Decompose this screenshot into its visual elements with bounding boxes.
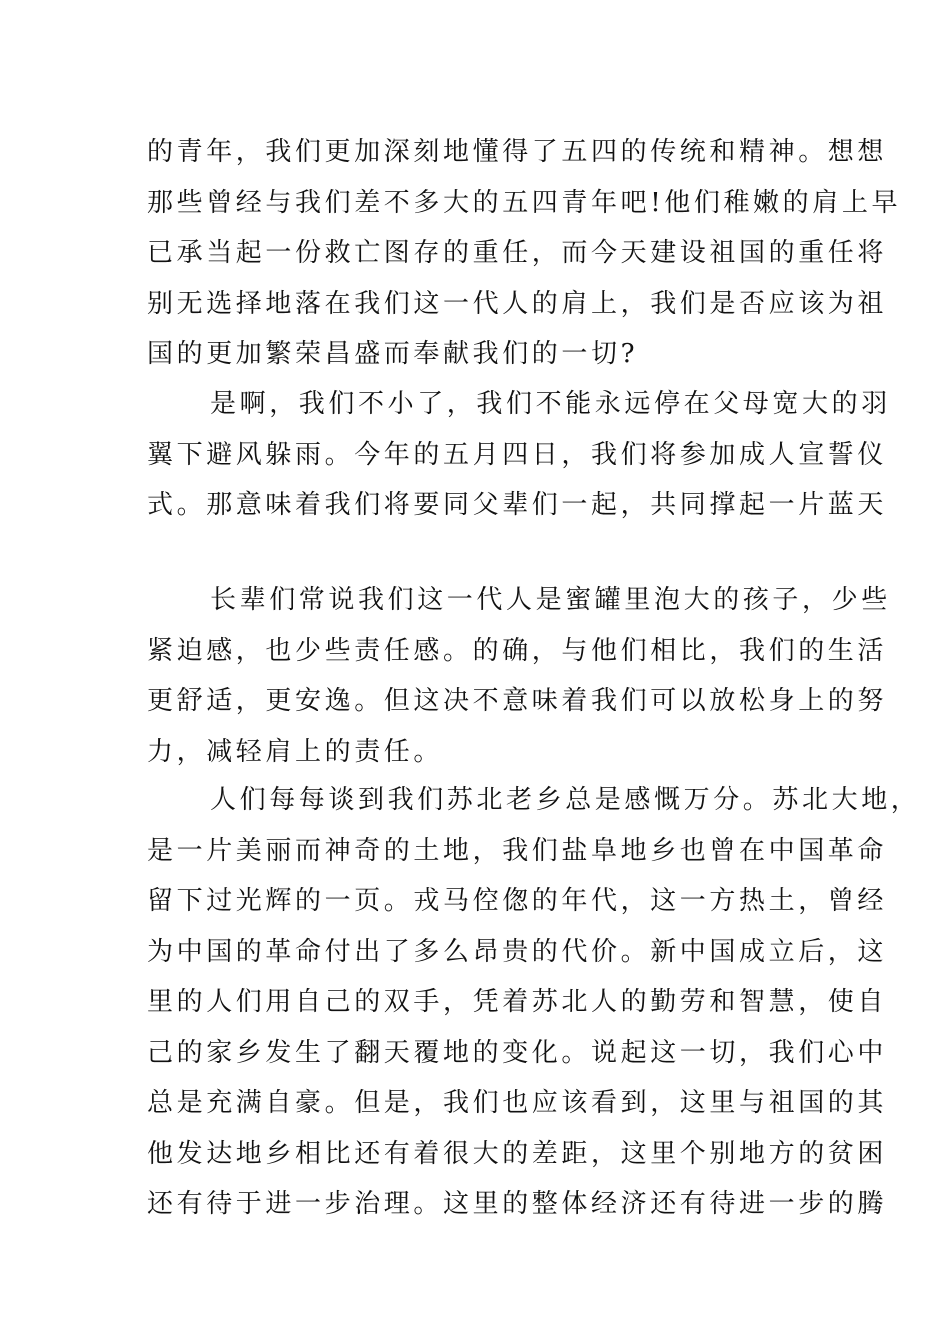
text-line: 别无选择地落在我们这一代人的肩上，我们是否应该为祖 [147,288,888,319]
text-line: 国的更加繁荣昌盛而奉献我们的一切? [147,339,639,369]
text-line: 是一片美丽而神奇的土地，我们盐阜地乡也曾在中国革命 [147,835,888,866]
text-line: 总是充满自豪。但是，我们也应该看到，这里与祖国的其 [147,1088,888,1118]
text-line: 为中国的革命付出了多么昂贵的代价。新中国成立后，这 [147,936,888,967]
text-line: 己的家乡发生了翻天覆地的变化。说起这一切，我们心中 [147,1037,888,1068]
text-line: 长辈们常说我们这一代人是蜜罐里泡大的孩子，少些 [210,585,891,615]
text-line: 式。那意味着我们将要同父辈们一起，共同撑起一片蓝天 [147,490,888,520]
text-line: 已承当起一份救亡图存的重任，而今天建设祖国的重任将 [147,238,888,268]
paragraph-2 [147,379,891,531]
text-line: 的青年，我们更加深刻地懂得了五四的传统和精神。想想 [147,137,888,167]
text-line: 力，减轻肩上的责任。 [147,736,444,767]
text-line: 是啊，我们不小了，我们不能永远停在父母宽大的羽 [210,389,891,419]
text-line: 他发达地乡相比还有着很大的差距，这里个别地方的贫困 [147,1138,888,1169]
text-line: 还有待于进一步治理。这里的整体经济还有待进一步的腾 [147,1189,888,1219]
paragraph-4 [147,775,921,1230]
paragraph-3 [147,575,891,777]
text-line: 人们每每谈到我们苏北老乡总是感慨万分。苏北大地， [210,785,921,815]
text-line: 紧迫感，也少些责任感。的确，与他们相比，我们的生活 [147,635,888,666]
text-line: 更舒适，更安逸。但这决不意味着我们可以放松身上的努 [147,686,888,716]
text-line: 里的人们用自己的双手，凭着苏北人的勤劳和智慧，使自 [147,987,888,1017]
paragraph-1 [147,127,902,380]
text-line: 翼下避风躲雨。今年的五月四日，我们将参加成人宣誓仪 [147,439,888,470]
text-line: 那些曾经与我们差不多大的五四青年吧!他们稚嫩的肩上早 [147,187,902,218]
text-line: 留下过光辉的一页。戎马倥偬的年代，这一方热土，曾经 [147,886,888,916]
